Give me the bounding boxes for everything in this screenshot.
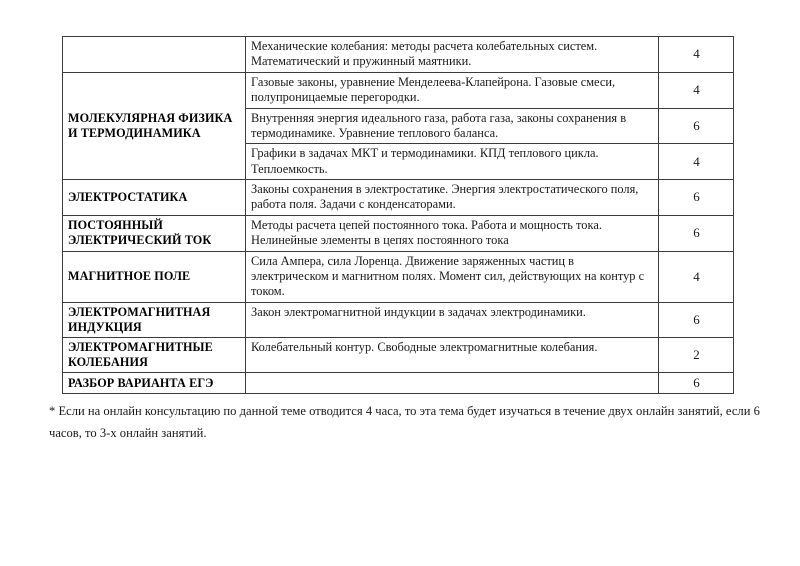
hours-cell: 6 [659,302,734,337]
hours-cell: 6 [659,215,734,251]
table-body [63,37,734,394]
content-cell: Газовые законы, уравнение Менделеева-Клапейрона. Газовые смеси, полупроницаемые перегородки. [246,72,659,108]
hours-cell: 6 [659,180,734,216]
content-cell: Колебательный контур. Свободные электромагнитные колебания. [246,337,659,372]
topic-cell-electromagnetic-induction: ЭЛЕКТРОМАГНИТНАЯ ИНДУКЦИЯ [63,302,246,337]
content-cell: Законы сохранения в электростатике. Энергия электростатического поля, работа поля. Задачи с конденсаторами. [246,180,659,216]
hours-cell: 6 [659,373,734,394]
table-row [63,302,734,337]
content-cell: Механические колебания: методы расчета колебательных систем. Математический и пружинный маятники. [246,37,659,73]
topic-cell-molecular-physics: МОЛЕКУЛЯРНАЯ ФИЗИКА И ТЕРМОДИНАМИКА [63,72,246,179]
table-row [63,337,734,372]
content-cell: Закон электромагнитной индукции в задачах электродинамики. [246,302,659,337]
topic-cell-direct-current: ПОСТОЯННЫЙ ЭЛЕКТРИЧЕСКИЙ ТОК [63,215,246,251]
topic-cell-electrostatics: ЭЛЕКТРОСТАТИКА [63,180,246,216]
content-cell: Методы расчета цепей постоянного тока. Работа и мощность тока. Нелинейные элементы в цепях постоянного тока [246,215,659,251]
table-row [63,37,734,73]
content-cell [246,373,659,394]
hours-cell: 4 [659,37,734,73]
topic-cell-magnetic-field: МАГНИТНОЕ ПОЛЕ [63,251,246,302]
course-plan-table [62,36,734,394]
hours-cell: 6 [659,108,734,144]
topic-cell [63,37,246,73]
content-cell: Графики в задачах МКТ и термодинамики. КПД теплового цикла. Теплоемкость. [246,144,659,180]
table-row [63,215,734,251]
content-cell: Сила Ампера, сила Лоренца. Движение заряженных частиц в электрическом и магнитном полях. Момент сил, действующих на контур с током. [246,251,659,302]
hours-cell: 4 [659,72,734,108]
hours-cell: 2 [659,337,734,372]
topic-cell-electromagnetic-oscillations: ЭЛЕКТРОМАГНИТНЫЕ КОЛЕБАНИЯ [63,337,246,372]
hours-cell: 4 [659,144,734,180]
topic-cell-exam-review: РАЗБОР ВАРИАНТА ЕГЭ [63,373,246,394]
hours-cell: 4 [659,251,734,302]
footnote-text: * Если на онлайн консультацию по данной теме отводится 4 часа, то эта тема будет изучаться в течение двух онлайн занятий, если 6 часов, то 3-х онлайн занятий. [49,403,760,440]
content-cell: Внутренняя энергия идеального газа, работа газа, законы сохранения в термодинамике. Уравнение теплового баланса. [246,108,659,144]
table-row [63,373,734,394]
table-row [63,251,734,302]
table-row [63,180,734,216]
table-row [63,72,734,108]
